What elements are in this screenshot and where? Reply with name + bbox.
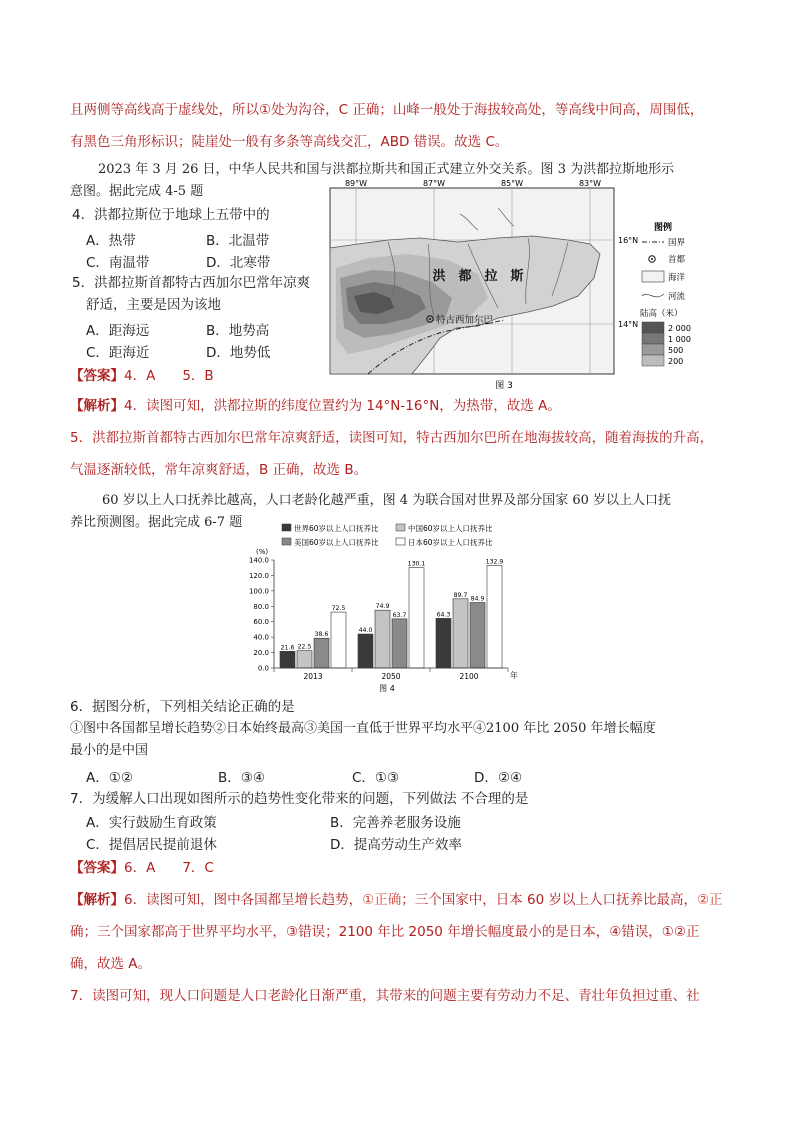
bar (470, 603, 485, 668)
lon-label-83: 83°W (578, 179, 602, 188)
analysis67-text-1c: ；三个国家中，日本 60 岁以上人口抚养比最高， (401, 892, 697, 908)
bar-value-label: 22.5 (297, 643, 312, 651)
bar-value-label: 72.5 (331, 605, 346, 613)
analysis45-line-1 (70, 396, 561, 416)
intro-line-1: 且两侧等高线高于虚线处，所以①处为沟谷，C 正确；山峰一般处于海拔较高处，等高线中间高，周围低， (70, 102, 704, 118)
bar (487, 565, 502, 668)
y-tick-label: 0.0 (257, 664, 269, 673)
analysis67-line-4: 7．读图可知，现人口问题是人口老龄化日渐严重，其带来的问题主要有劳动力不足、青壮年负担过重、社 (70, 988, 700, 1004)
answer67-text: 6．A 7．C (124, 860, 214, 876)
analysis45-line-2: 5．洪都拉斯首都特古西加尔巴常年凉爽舒适，读图可知，特古西加尔巴所在地海拔较高，随着海拔的升高， (70, 430, 714, 446)
legend-elev-500-swatch (642, 344, 664, 355)
q5-option-c[interactable]: C．距海近 (86, 345, 150, 361)
y-tick-label: 120.0 (248, 571, 269, 580)
legend-river-icon (642, 294, 664, 297)
answer45 (70, 366, 214, 386)
intro-line-2: 有黑色三角形标识；陡崖处一般有多条等高线交汇，ABD 错误。故选 C。 (70, 134, 509, 150)
country-label: 洪 都 拉 斯 (432, 269, 524, 284)
x-axis (274, 668, 508, 681)
bar-series (280, 558, 503, 668)
stem45-line-2: 意图。据此完成 4-5 题 (70, 184, 204, 199)
legend-japan: 日本60岁以上人口抚养比 (408, 538, 493, 547)
legend-title: 图例 (654, 223, 673, 233)
bar-value-label: 130.1 (407, 560, 426, 568)
y-axis (249, 557, 274, 673)
x-tick-label: 2050 (381, 672, 401, 681)
q6-statements-1: ①图中各国都呈增长趋势②日本始终最高③美国一直低于世界平均水平④2100 年比 2050 年增长幅度 (70, 721, 656, 736)
analysis45-line-3: 气温逐渐较低，常年凉爽舒适，B 正确，故选 B。 (70, 462, 368, 478)
y-tick-label: 60.0 (253, 618, 269, 627)
bar (375, 610, 390, 668)
legend-elev-title: 陆高（米） (640, 309, 683, 319)
q7-option-a[interactable]: A．实行鼓励生育政策 (86, 815, 217, 831)
q6-option-a[interactable]: A．①② (86, 770, 133, 786)
chart-ylabel: (%) (256, 548, 269, 556)
bar (280, 651, 295, 668)
lon-label-85: 85°W (500, 179, 524, 188)
q6-option-c[interactable]: C．①③ (352, 770, 400, 786)
q4-text: 4．洪都拉斯位于地球上五带中的 (72, 207, 270, 223)
legend-capital-label: 首都 (668, 255, 686, 265)
answer67 (70, 858, 214, 878)
bar (453, 599, 468, 668)
stem67-line-1: 60 岁以上人口抚养比越高，人口老龄化越严重，图 4 为联合国对世界及部分国家 60 岁以上人口抚 (102, 493, 672, 508)
lat-label-14: 14°N (618, 320, 639, 329)
legend-river-label: 河流 (668, 292, 686, 302)
q6-option-d[interactable]: D．②④ (474, 770, 523, 786)
q6-statements-2: 最小的是中国 (70, 743, 149, 758)
bar-value-label: 44.0 (358, 627, 373, 635)
bar-value-label: 21.6 (280, 644, 295, 652)
q4-option-a[interactable]: A．热带 (86, 233, 136, 249)
q7-option-c[interactable]: C．提倡居民提前退休 (86, 837, 217, 853)
analysis67-line-3: 确，故选 A。 (70, 956, 152, 972)
q4-option-b[interactable]: B．北温带 (206, 233, 270, 249)
legend-border-label: 国界 (668, 238, 686, 248)
bar (314, 638, 329, 668)
q5-text-1: 5．洪都拉斯首都特古西加尔巴常年凉爽 (72, 275, 311, 291)
bar (392, 619, 407, 668)
answer-tag: 【答案】 (70, 368, 124, 384)
honduras-map (328, 178, 728, 394)
chart-caption: 图 4 (379, 684, 395, 693)
answer-tag: 【答案】 (70, 860, 124, 876)
bar-value-label: 63.7 (392, 611, 407, 619)
y-tick-label: 20.0 (253, 649, 269, 658)
q7-option-b[interactable]: B．完善养老服务设施 (330, 815, 461, 831)
answer45-text: 4．A 5．B (124, 368, 214, 384)
dependency-ratio-chart (232, 520, 542, 696)
lat-label-16: 16°N (618, 236, 639, 245)
legend-world: 世界60岁以上人口抚养比 (294, 524, 379, 533)
q5-option-d[interactable]: D．地势低 (206, 345, 271, 361)
q6-text: 6．据图分析，下列相关结论正确的是 (70, 699, 295, 715)
bar (409, 568, 424, 668)
bar-value-label: 89.7 (453, 591, 468, 599)
legend-elev-200: 200 (668, 357, 684, 366)
stem45-line-1: 2023 年 3 月 26 日，中华人民共和国与洪都拉斯共和国正式建立外交关系。图 3 为洪都拉斯地形示 (98, 162, 675, 177)
x-tick-label: 2100 (459, 672, 479, 681)
y-tick-label: 100.0 (248, 587, 269, 596)
legend-japan-swatch (396, 538, 405, 545)
map-legend (640, 221, 691, 366)
capital-label: 特古西加尔巴 (436, 315, 494, 326)
chart-legend (282, 523, 493, 547)
q7-option-d[interactable]: D．提高劳动生产效率 (330, 837, 462, 853)
bar (436, 618, 451, 668)
analysis45-text-1: 4．读图可知，洪都拉斯的纬度位置约为 14°N-16°N，为热带，故选 A。 (124, 398, 561, 414)
analysis67-text-1b: ①正确 (362, 892, 402, 908)
lon-label-89: 89°W (344, 179, 368, 188)
legend-elev-200-swatch (642, 355, 664, 366)
q5-option-a[interactable]: A．距海远 (86, 323, 150, 339)
q6-option-b[interactable]: B．③④ (218, 770, 265, 786)
dependency-ratio-chart-figure (232, 520, 542, 696)
bar-value-label: 74.9 (375, 603, 390, 611)
q5-text-2: 舒适，主要是因为该地 (86, 297, 221, 313)
chart-xlabel: 年 (510, 671, 518, 680)
q7-text: 7．为缓解人口出现如图所示的趋势性变化带来的问题，下列做法 不合理的是 (70, 791, 529, 807)
legend-ocean-label: 海洋 (668, 273, 686, 283)
analysis-tag: 【解析】 (70, 892, 124, 908)
analysis67-text-1d: ②正 (696, 892, 723, 908)
legend-china-swatch (396, 524, 405, 531)
y-tick-label: 40.0 (253, 633, 269, 642)
map-caption: 图 3 (495, 381, 513, 391)
honduras-map-figure (328, 178, 728, 394)
legend-elev-2000-swatch (642, 322, 664, 333)
bar-value-label: 64.3 (436, 611, 451, 619)
legend-ocean-swatch (642, 271, 664, 282)
bar-value-label: 132.9 (485, 558, 504, 566)
capital-marker-dot (429, 318, 431, 320)
bar (358, 634, 373, 668)
legend-usa-swatch (282, 538, 291, 545)
bar-value-label: 38.6 (314, 631, 329, 639)
analysis-tag: 【解析】 (70, 398, 124, 414)
legend-elev-2000: 2 000 (668, 324, 691, 333)
legend-world-swatch (282, 524, 291, 531)
x-tick-label: 2013 (303, 672, 323, 681)
y-tick-label: 140.0 (248, 556, 269, 565)
analysis67-line-1 (70, 890, 723, 910)
bar-value-label: 84.9 (470, 595, 485, 603)
q4-option-c[interactable]: C．南温带 (86, 255, 150, 271)
legend-elev-1000: 1 000 (668, 335, 691, 344)
bar (331, 612, 346, 668)
lon-label-87: 87°W (422, 179, 446, 188)
legend-elev-1000-swatch (642, 333, 664, 344)
q4-option-d[interactable]: D．北寒带 (206, 255, 271, 271)
analysis67-text-1a: 6．读图可知，图中各国都呈增长趋势， (124, 892, 363, 908)
legend-china: 中国60岁以上人口抚养比 (408, 524, 493, 533)
y-tick-label: 80.0 (253, 602, 269, 611)
analysis67-line-2: 确；三个国家都高于世界平均水平，③错误；2100 年比 2050 年增长幅度最小的是日本，④错误，①②正 (70, 924, 700, 940)
legend-elev-500: 500 (668, 346, 684, 355)
stem67-line-2: 养比预测图。据此完成 6-7 题 (70, 515, 243, 530)
q5-option-b[interactable]: B．地势高 (206, 323, 270, 339)
legend-usa: 美国60岁以上人口抚养比 (294, 538, 379, 547)
bar (297, 651, 312, 668)
